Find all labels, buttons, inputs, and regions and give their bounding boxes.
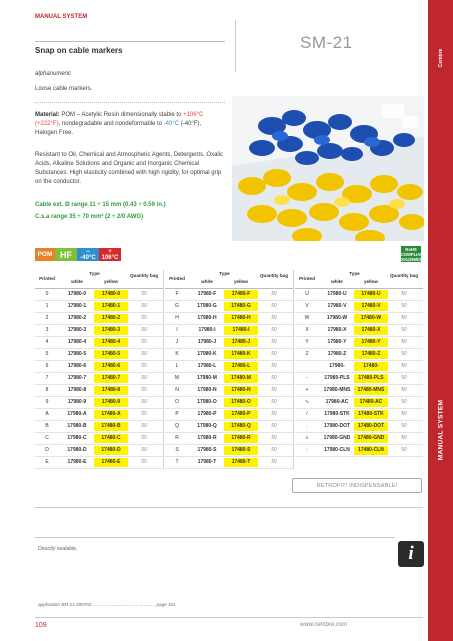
quantity-cell: 50 (141, 399, 147, 405)
yellow-code-cell: 17480-J (224, 338, 258, 347)
row-divider (295, 408, 423, 409)
row-divider (35, 468, 163, 469)
white-code-cell: 17980-GND (323, 435, 351, 441)
white-code-cell: 17980-5 (67, 351, 87, 357)
yellow-code-cell: 17480-STK (354, 410, 388, 419)
quantity-cell: 50 (401, 423, 407, 429)
quantity-cell: 50 (401, 363, 407, 369)
printed-cell: H (175, 315, 179, 321)
printed-cell: X (305, 327, 309, 333)
yellow-code-cell: 17480-N (224, 386, 258, 395)
printed-cell: 0 (45, 291, 49, 297)
yellow-code-cell: 17480-2 (94, 314, 128, 323)
quantity-cell: 50 (401, 327, 407, 333)
yellow-code-cell: 17480-E (94, 458, 128, 467)
yellow-code-cell: 17480-Z (354, 350, 388, 359)
row-divider (295, 456, 423, 457)
printed-cell: 2 (45, 315, 49, 321)
header-label: Printed (299, 276, 315, 281)
yellow-code-cell: 17480-G (224, 302, 258, 311)
quantity-cell: 50 (141, 423, 147, 429)
printed-cell: O (175, 399, 179, 405)
printed-cell: - (306, 375, 308, 381)
quantity-cell: 50 (141, 303, 147, 309)
printed-cell: Y (305, 339, 309, 345)
quantity-cell: 50 (401, 291, 407, 297)
yellow-code-cell: 17480-F (224, 290, 258, 299)
printed-cell: ∿ (304, 399, 310, 405)
title-rule (35, 41, 225, 42)
printed-cell: U (305, 291, 309, 297)
row-divider (35, 444, 163, 445)
yellow-code-cell: 17480-A (94, 410, 128, 419)
header-label: white (71, 279, 83, 284)
row-divider (165, 360, 293, 361)
page-title: Snap on cable markers (35, 46, 123, 55)
quantity-cell: 50 (401, 447, 407, 453)
quantity-cell: 50 (271, 303, 277, 309)
quantity-cell: 50 (271, 435, 277, 441)
row-divider (165, 384, 293, 385)
printed-cell: T (175, 459, 179, 465)
white-code-cell: 17980-X (327, 327, 347, 333)
row-divider (295, 336, 423, 337)
quantity-cell: 50 (401, 303, 407, 309)
quantity-cell: 50 (401, 351, 407, 357)
header-label: Quantity bag (129, 273, 159, 278)
side-bar (428, 0, 453, 641)
quantity-cell: 50 (141, 447, 147, 453)
yellow-code-cell: 17480-L (224, 362, 258, 371)
quantity-cell: 50 (401, 339, 407, 345)
quantity-cell: 50 (271, 315, 277, 321)
quantity-cell: 50 (401, 399, 407, 405)
printed-cell: + (305, 387, 309, 393)
quantity-cell: 50 (141, 339, 147, 345)
header-rule (165, 288, 293, 289)
white-code-cell: 17980- (329, 363, 345, 369)
table-header (165, 270, 293, 289)
cable-range: Cable ext. Ø range 11 ÷ 15 mm (0.43 ÷ 0.59 in.) (35, 202, 166, 208)
row-divider (295, 444, 423, 445)
temp-cold: -40°C (163, 121, 180, 127)
table-header (295, 270, 423, 289)
note-box (35, 537, 395, 578)
yellow-code-cell: 17480-Y (354, 338, 388, 347)
white-code-cell: 17980-K (197, 351, 217, 357)
header-rule (35, 288, 163, 289)
printed-cell: M (174, 375, 180, 381)
white-code-cell: 17980-Y (327, 339, 347, 345)
quantity-cell: 50 (141, 315, 147, 321)
white-code-cell: 17980-F (197, 291, 217, 297)
header-rule (295, 288, 423, 289)
printed-cell: 4 (45, 339, 49, 345)
yellow-code-cell: 17480-MNS (354, 386, 388, 395)
row-divider (295, 384, 423, 385)
row-divider (35, 384, 163, 385)
group-separator (163, 270, 164, 469)
printed-cell: F (175, 291, 179, 297)
quantity-cell: 50 (401, 411, 407, 417)
yellow-code-cell: 17480-M (224, 374, 258, 383)
quantity-cell: 50 (271, 327, 277, 333)
quantity-cell: 50 (271, 423, 277, 429)
yellow-code-cell: 17480-DOT (354, 422, 388, 431)
rohs-badge: RoHS COMPLIANT 2011/65/EU (401, 247, 426, 262)
yellow-code-cell: 17480-B (94, 422, 128, 431)
application-reference: application SM-21 200703 ................................................. page 101 (38, 602, 176, 607)
yellow-code-cell: 17480-CLN (354, 446, 388, 455)
printed-cell: I (176, 327, 178, 333)
white-code-cell: 17980-3 (67, 327, 87, 333)
cable-markers-image (232, 96, 424, 241)
website-link[interactable]: www.cembre.com (300, 622, 348, 628)
yellow-code-cell: 17480-U (354, 290, 388, 299)
white-code-cell: 17980-8 (67, 387, 87, 393)
white-code-cell: 17980-CLN (324, 447, 350, 453)
material-label: Material: (35, 112, 60, 118)
quantity-cell: 50 (401, 375, 407, 381)
white-code-cell: 17980-J (197, 339, 217, 345)
printed-cell: . (306, 423, 308, 429)
header-label: yellow (103, 279, 119, 284)
row-divider (165, 444, 293, 445)
quantity-cell: 50 (271, 375, 277, 381)
row-divider (295, 420, 423, 421)
group-separator (293, 270, 294, 469)
white-code-cell: 17980-Q (197, 423, 217, 429)
yellow-code-cell: 17480-PLS (354, 374, 388, 383)
footer-rule (35, 617, 423, 618)
row-divider (35, 420, 163, 421)
quantity-cell: 50 (401, 435, 407, 441)
white-code-cell: 17980-M (197, 375, 217, 381)
material-paragraph: Material: POM – Acetylic Resin dimensionally stable to +106°C (+222°F), nondegradable and nondeformable to -40°C (-40°F), Halogen Free. (35, 112, 204, 136)
white-code-cell: 17980-AC (325, 399, 349, 405)
pom-badge: POM (35, 248, 55, 261)
white-code-cell: 17980-H (197, 315, 217, 321)
white-code-cell: 17980-4 (67, 339, 87, 345)
row-divider (35, 432, 163, 433)
hot-temp-badge: + 106°C (99, 248, 121, 261)
yellow-code-cell: 17480-0 (94, 290, 128, 299)
white-code-cell: 17980-B (67, 423, 87, 429)
yellow-code-cell: 17480-9 (94, 398, 128, 407)
header-label: yellow (233, 279, 249, 284)
quantity-cell: 50 (401, 387, 407, 393)
quantity-cell: 50 (141, 363, 147, 369)
brand-logo: Cembre (438, 48, 444, 68)
row-divider (165, 468, 293, 469)
row-divider (165, 336, 293, 337)
white-code-cell: 17980-N (197, 387, 217, 393)
printed-cell: R (175, 435, 179, 441)
printed-cell: D (45, 447, 49, 453)
quantity-cell: 50 (271, 339, 277, 345)
retrofit-banner: RETROFIT! INDISPENSABLE! (292, 478, 422, 493)
quantity-cell: 50 (271, 447, 277, 453)
printed-cell: P (175, 411, 179, 417)
printed-cell: 7 (45, 375, 49, 381)
product-photo (232, 96, 424, 241)
header-label: Type (349, 271, 360, 276)
quantity-cell: 50 (141, 411, 147, 417)
product-code: SM-21 (300, 33, 353, 52)
quantity-cell: 50 (141, 435, 147, 441)
printed-cell: V (305, 303, 309, 309)
row-divider (165, 300, 293, 301)
row-divider (165, 312, 293, 313)
quantity-cell: 50 (271, 363, 277, 369)
row-divider (35, 312, 163, 313)
row-divider (295, 324, 423, 325)
row-divider (35, 348, 163, 349)
row-divider (35, 300, 163, 301)
yellow-code-cell: 17480-AC (354, 398, 388, 407)
printed-cell: 3 (45, 327, 49, 333)
yellow-code-cell: 17480-5 (94, 350, 128, 359)
header-label: white (201, 279, 213, 284)
printed-cell: A (45, 411, 49, 417)
yellow-code-cell: 17480-4 (94, 338, 128, 347)
printed-cell: K (175, 351, 179, 357)
yellow-code-cell: 17480-P (224, 410, 258, 419)
printed-cell: ⏚ (304, 435, 310, 441)
white-code-cell: 17980-9 (67, 399, 87, 405)
yellow-code-cell: 17480-H (224, 314, 258, 323)
header-label: Quantity bag (259, 273, 289, 278)
yellow-code-cell: 17480-6 (94, 362, 128, 371)
row-divider (165, 324, 293, 325)
row-divider (295, 432, 423, 433)
description: Loose cable markers. (35, 86, 93, 92)
csa-range: C.s.a range 35 ÷ 70 mm² (2 ÷ 2/0 AWG) (35, 214, 144, 220)
printed-cell: G (175, 303, 179, 309)
printed-cell: 1 (45, 303, 49, 309)
header-label: Quantity bag (389, 273, 419, 278)
row-divider (295, 396, 423, 397)
yellow-code-cell: 17480-8 (94, 386, 128, 395)
yellow-code-cell: 17480-1 (94, 302, 128, 311)
quantity-cell: 50 (141, 375, 147, 381)
row-divider (165, 420, 293, 421)
printed-cell: E (45, 459, 49, 465)
white-code-cell: 17980-V (327, 303, 347, 309)
yellow-code-cell: 17480-Q (224, 422, 258, 431)
printed-cell: N (175, 387, 179, 393)
white-code-cell: 17980-DOT (323, 423, 351, 429)
printed-cell: 5 (45, 351, 49, 357)
yellow-code-cell: 17480-D (94, 446, 128, 455)
row-divider (295, 312, 423, 313)
quantity-cell: 50 (141, 327, 147, 333)
printed-cell: 9 (45, 399, 49, 405)
white-code-cell: 17980-2 (67, 315, 87, 321)
white-code-cell: 17980-6 (67, 363, 87, 369)
yellow-code-cell: 17480-C (94, 434, 128, 443)
white-code-cell: 17980-D (67, 447, 87, 453)
table-header (35, 270, 163, 289)
yellow-code-cell: 17480-T (224, 458, 258, 467)
row-divider (35, 372, 163, 373)
printed-cell: B (45, 423, 49, 429)
white-code-cell: 17980-I (198, 327, 216, 333)
printed-cell: W (304, 315, 310, 321)
yellow-code-cell: 17480-X (354, 326, 388, 335)
info-rule (35, 507, 423, 508)
row-divider (165, 408, 293, 409)
printed-cell: Z (305, 351, 309, 357)
yellow-code-cell: 17480- (354, 362, 388, 371)
white-code-cell: 17980-T (197, 459, 217, 465)
subtitle: alphanumeric (35, 71, 72, 77)
white-code-cell: 17980-P (197, 411, 217, 417)
printed-cell: / (306, 411, 308, 417)
quantity-cell: 50 (141, 387, 147, 393)
white-code-cell: 17980-W (326, 315, 348, 321)
row-divider (35, 360, 163, 361)
row-divider (35, 336, 163, 337)
white-code-cell: 17980-E (67, 459, 87, 465)
quantity-cell: 50 (271, 387, 277, 393)
white-code-cell: 17980-R (197, 435, 217, 441)
printed-cell: C (45, 435, 49, 441)
header-label: white (331, 279, 343, 284)
quantity-cell: 50 (271, 459, 277, 465)
white-code-cell: 17980-PLS (324, 375, 350, 381)
white-code-cell: 17980-L (197, 363, 217, 369)
header-label: Type (219, 271, 230, 276)
row-divider (165, 396, 293, 397)
white-code-cell: 17980-7 (67, 375, 87, 381)
printed-cell: Q (175, 423, 179, 429)
row-divider (295, 300, 423, 301)
row-divider (35, 456, 163, 457)
row-divider (295, 372, 423, 373)
white-code-cell: 17980-STK (324, 411, 350, 417)
page-number: 109 (35, 622, 47, 629)
quantity-cell: 50 (271, 411, 277, 417)
quantity-cell: 50 (271, 399, 277, 405)
header-label: Printed (169, 276, 185, 281)
quantity-cell: 50 (141, 351, 147, 357)
white-code-cell: 17980-G (197, 303, 217, 309)
quantity-cell: 50 (401, 315, 407, 321)
yellow-code-cell: 17480-R (224, 434, 258, 443)
note-text: Directly sealable. (38, 546, 78, 552)
header-label: Printed (39, 276, 55, 281)
side-section-label: MANUAL SYSTEM (437, 399, 445, 461)
yellow-code-cell: 17480-W (354, 314, 388, 323)
resistance-paragraph: Resistant to Oil, Chemical and Atmospheric Agents, Detergents, Oxalic Acids, Alkaline Solutions and Organic and Inorganic Chemical Substances. High elasticity combined with high rigidity, for optimal grip on the conductor. (35, 152, 224, 185)
white-code-cell: 17980-O (197, 399, 217, 405)
section-tag: MANUAL SYSTEM (35, 14, 88, 20)
dotted-separator (35, 102, 225, 103)
white-code-cell: 17980-A (67, 411, 87, 417)
printed-cell: J (175, 339, 179, 345)
printed-cell: : (306, 447, 308, 453)
row-divider (35, 408, 163, 409)
white-code-cell: 17980-1 (67, 303, 87, 309)
yellow-code-cell: 17480-K (224, 350, 258, 359)
quantity-cell: 50 (271, 351, 277, 357)
quantity-cell: 50 (141, 459, 147, 465)
yellow-code-cell: 17480-7 (94, 374, 128, 383)
row-divider (165, 456, 293, 457)
white-code-cell: 17980-Z (327, 351, 347, 357)
yellow-code-cell: 17480-O (224, 398, 258, 407)
row-divider (165, 348, 293, 349)
printed-cell: 6 (45, 363, 49, 369)
cold-temp-badge: – -40°C (77, 248, 99, 261)
printed-cell: 8 (45, 387, 49, 393)
white-code-cell: 17980-MNS (323, 387, 351, 393)
white-code-cell: 17980-S (197, 447, 217, 453)
row-divider (35, 396, 163, 397)
white-code-cell: 17980-0 (67, 291, 87, 297)
row-divider (35, 324, 163, 325)
temp-hot: +106°C (+222°F) (35, 112, 204, 127)
yellow-code-cell: 17480-S (224, 446, 258, 455)
header-label: yellow (363, 279, 379, 284)
row-divider (295, 360, 423, 361)
printed-cell: L (175, 363, 179, 369)
quantity-cell: 50 (141, 291, 147, 297)
yellow-code-cell: 17480-V (354, 302, 388, 311)
row-divider (165, 372, 293, 373)
printed-cell: S (175, 447, 179, 453)
halogen-free-badge: HF (55, 248, 77, 261)
yellow-code-cell: 17480-I (224, 326, 258, 335)
yellow-code-cell: 17480-GND (354, 434, 388, 443)
printed-cell (295, 362, 319, 371)
white-code-cell: 17980-U (327, 291, 347, 297)
white-code-cell: 17980-C (67, 435, 87, 441)
header-label: Type (89, 271, 100, 276)
quantity-cell: 50 (271, 291, 277, 297)
row-divider (165, 432, 293, 433)
info-icon: i (398, 541, 424, 567)
row-divider (295, 348, 423, 349)
yellow-code-cell: 17480-3 (94, 326, 128, 335)
